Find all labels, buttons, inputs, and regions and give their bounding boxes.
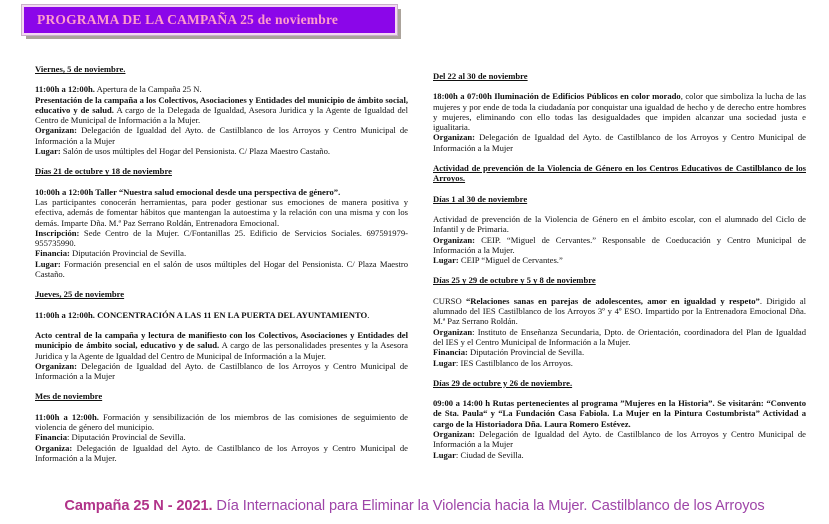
paragraph: CURSO “Relaciones sanas en parejas de adolescentes, amor en igualdad y respeto”. Dirigido al alumnado del IES Castilblanco de los Arroyos 3º y 4º ESO. Impartido por la Entrenadora Emocional Dña. M.ª Paz Serrano Roldán. <box>433 295 806 327</box>
paragraph: Organizan: Delegación de Igualdad del Ayto. de Castilblanco de los Arroyos y Centro Municipal de Información a la Mujer <box>433 429 806 450</box>
program-section <box>433 378 806 460</box>
page-title: PROGRAMA DE LA CAMPAÑA 25 de noviembre <box>37 12 339 27</box>
paragraph: Inscripción: Sede Centro de la Mujer. C/Fontanillas 25. Edificio de Servicios Sociales. 697591979-955735990. <box>35 227 408 249</box>
footer-campaign-text: Día Internacional para Eliminar la Violencia hacia la Mujer. Castilblanco de los Arroyos <box>212 498 765 514</box>
paragraph: Organizan: CEIP. “Miguel de Cervantes.” Responsable de Coeducación y Centro Municipal de Información a la Mujer. <box>433 234 806 255</box>
program-section <box>433 71 806 153</box>
section-heading: Actividad de prevención de la Violencia de Género en los Centros Educativos de Castilblanco de los Arroyos. <box>433 163 806 184</box>
paragraph: Lugar: Ciudad de Sevilla. <box>433 449 524 460</box>
section-heading: Del 22 al 30 de noviembre <box>433 71 528 81</box>
paragraph: Lugar: Salón de usos múltiples del Hogar del Pensionista. C/ Plaza Maestro Castaño. <box>35 146 331 157</box>
paragraph: 09:00 a 14:00 h Rutas pertenecientes al programa ”Mujeres en la Historia”. Se visitarán: “Convento de Sta. Paula“ y “La Fundación Casa Fabiola. La Mujer en la Pintura Costumbrista” Actividad a cargo de la Historiadora Dña. Laura Romero Estévez. <box>433 398 806 429</box>
paragraph: Presentación de la campaña a los Colectivos, Asociaciones y Entidades del municipio de ámbito social, educativo y de salud. A cargo de la Delegada de Igualdad, Asesora Juridica y la Agente de Igualdad del Centro de Municipal de Información a la Mujer. <box>35 94 408 126</box>
paragraph: 11:00h a 12:00h. Apertura de la Campaña 25 N. <box>35 84 202 95</box>
paragraph: Lugar: Formación presencial en el salón de usos múltiples del Hogar del Pensionista. C/ Plaza Maestro Castaño. <box>35 258 408 280</box>
paragraph: Acto central de la campaña y lectura de manifiesto con los Colectivos, Asociaciones y Entidades del municipio de ámbito social, educativo y de salud. A cargo de las personalidades presentes y la Asesora Juridica y la Agente de Igualdad del Centro de Municipal de Información a la Mujer. <box>35 329 408 361</box>
paragraph: Organizan: Delegación de Igualdad del Ayto. de Castilblanco de los Arroyos y Centro Municipal de Información a la Mujer <box>35 125 408 146</box>
paragraph: Financia: Diputación Provincial de Sevilla. <box>35 432 186 443</box>
program-content <box>35 64 806 473</box>
program-section <box>433 275 806 367</box>
paragraph: Lugar: CEIP “Miguel de Cervantes.” <box>433 255 563 266</box>
paragraph: Organiza: Delegación de Igualdad del Ayto. de Castilblanco de los Arroyos y Centro Municipal de Información a la Mujer. <box>35 442 408 463</box>
paragraph: Organizan: Instituto de Enseñanza Secundaria, Dpto. de Orientación, coordinadora del Plan de Igualdad del IES y el Centro Municipal de Información a la Mujer. <box>433 326 806 347</box>
paragraph: Financia: Diputación Provincial de Sevilla. <box>433 347 585 358</box>
paragraph: Las participantes conocerán herramientas, para poder gestionar sus emociones de manera positiva y efectiva, además de fomentar hábitos que mantengan la autoestima y la relación con una misma y con los demás. Imparte Dña. M.ª Paz Serrano Roldán, Entrenadora Emocional. <box>35 196 408 228</box>
section-heading: Días 25 y 29 de octubre y 5 y 8 de noviembre <box>433 275 596 286</box>
program-section <box>433 194 806 266</box>
program-section <box>35 166 408 279</box>
section-heading: Días 1 al 30 de noviembre <box>433 193 528 204</box>
paragraph: Lugar: IES Castilblanco de los Arroyos. <box>433 357 573 368</box>
program-title-banner <box>22 5 397 35</box>
section-heading: Mes de noviembre <box>35 391 103 402</box>
program-section <box>35 64 408 156</box>
program-section <box>35 391 408 463</box>
paragraph: Actividad de prevención de la Violencia de Género en el ámbito escolar, con el alumnado del Ciclo de Infantil y de Primaria. <box>433 213 806 235</box>
paragraph: 11:00h a 12:00h. Formación y sensibilización de los miembros de las comisiones de seguimiento de violencia de género del municipio. <box>35 411 408 433</box>
program-section <box>35 289 408 381</box>
footer-banner <box>0 498 829 514</box>
paragraph: 10:00h a 12:00h Taller “Nuestra salud emocional desde una perspectiva de género”. <box>35 186 341 197</box>
footer-campaign-label: Campaña 25 N - 2021. <box>64 498 213 514</box>
paragraph: 11:00h a 12:00h. CONCENTRACIÓN A LAS 11 EN LA PUERTA DEL AYUNTAMIENTO. <box>35 309 370 320</box>
program-section <box>433 163 806 184</box>
column-right <box>433 71 806 473</box>
paragraph: 18:00h a 07:00h Iluminación de Edificios Públicos en color morado, color que simboliza la lucha de las mujeres y por ende de toda la ciudadanía por conquistar una igualdad de hecho y de derecho entre hombres y mujeres, eliminando con ello todas las desigualdades que impiden alcanzar una sociedad justa e igualitaria. <box>433 91 806 133</box>
paragraph: Financia: Diputación Provincial de Sevilla. <box>35 248 187 259</box>
column-left <box>35 64 408 473</box>
section-heading: Días 29 de octubre y 26 de noviembre. <box>433 377 573 388</box>
section-heading: Jueves, 25 de noviembre <box>35 289 125 300</box>
paragraph: Organizan: Delegación de Igualdad del Ayto. de Castilblanco de los Arroyos y Centro Municipal de Información a la Mujer <box>433 132 806 153</box>
section-heading: Días 21 de octubre y 18 de noviembre <box>35 166 172 177</box>
paragraph: Organizan: Delegación de Igualdad del Ayto. de Castilblanco de los Arroyos y Centro Municipal de Información a la Mujer <box>35 360 408 382</box>
section-heading: Viernes, 5 de noviembre. <box>35 64 126 74</box>
